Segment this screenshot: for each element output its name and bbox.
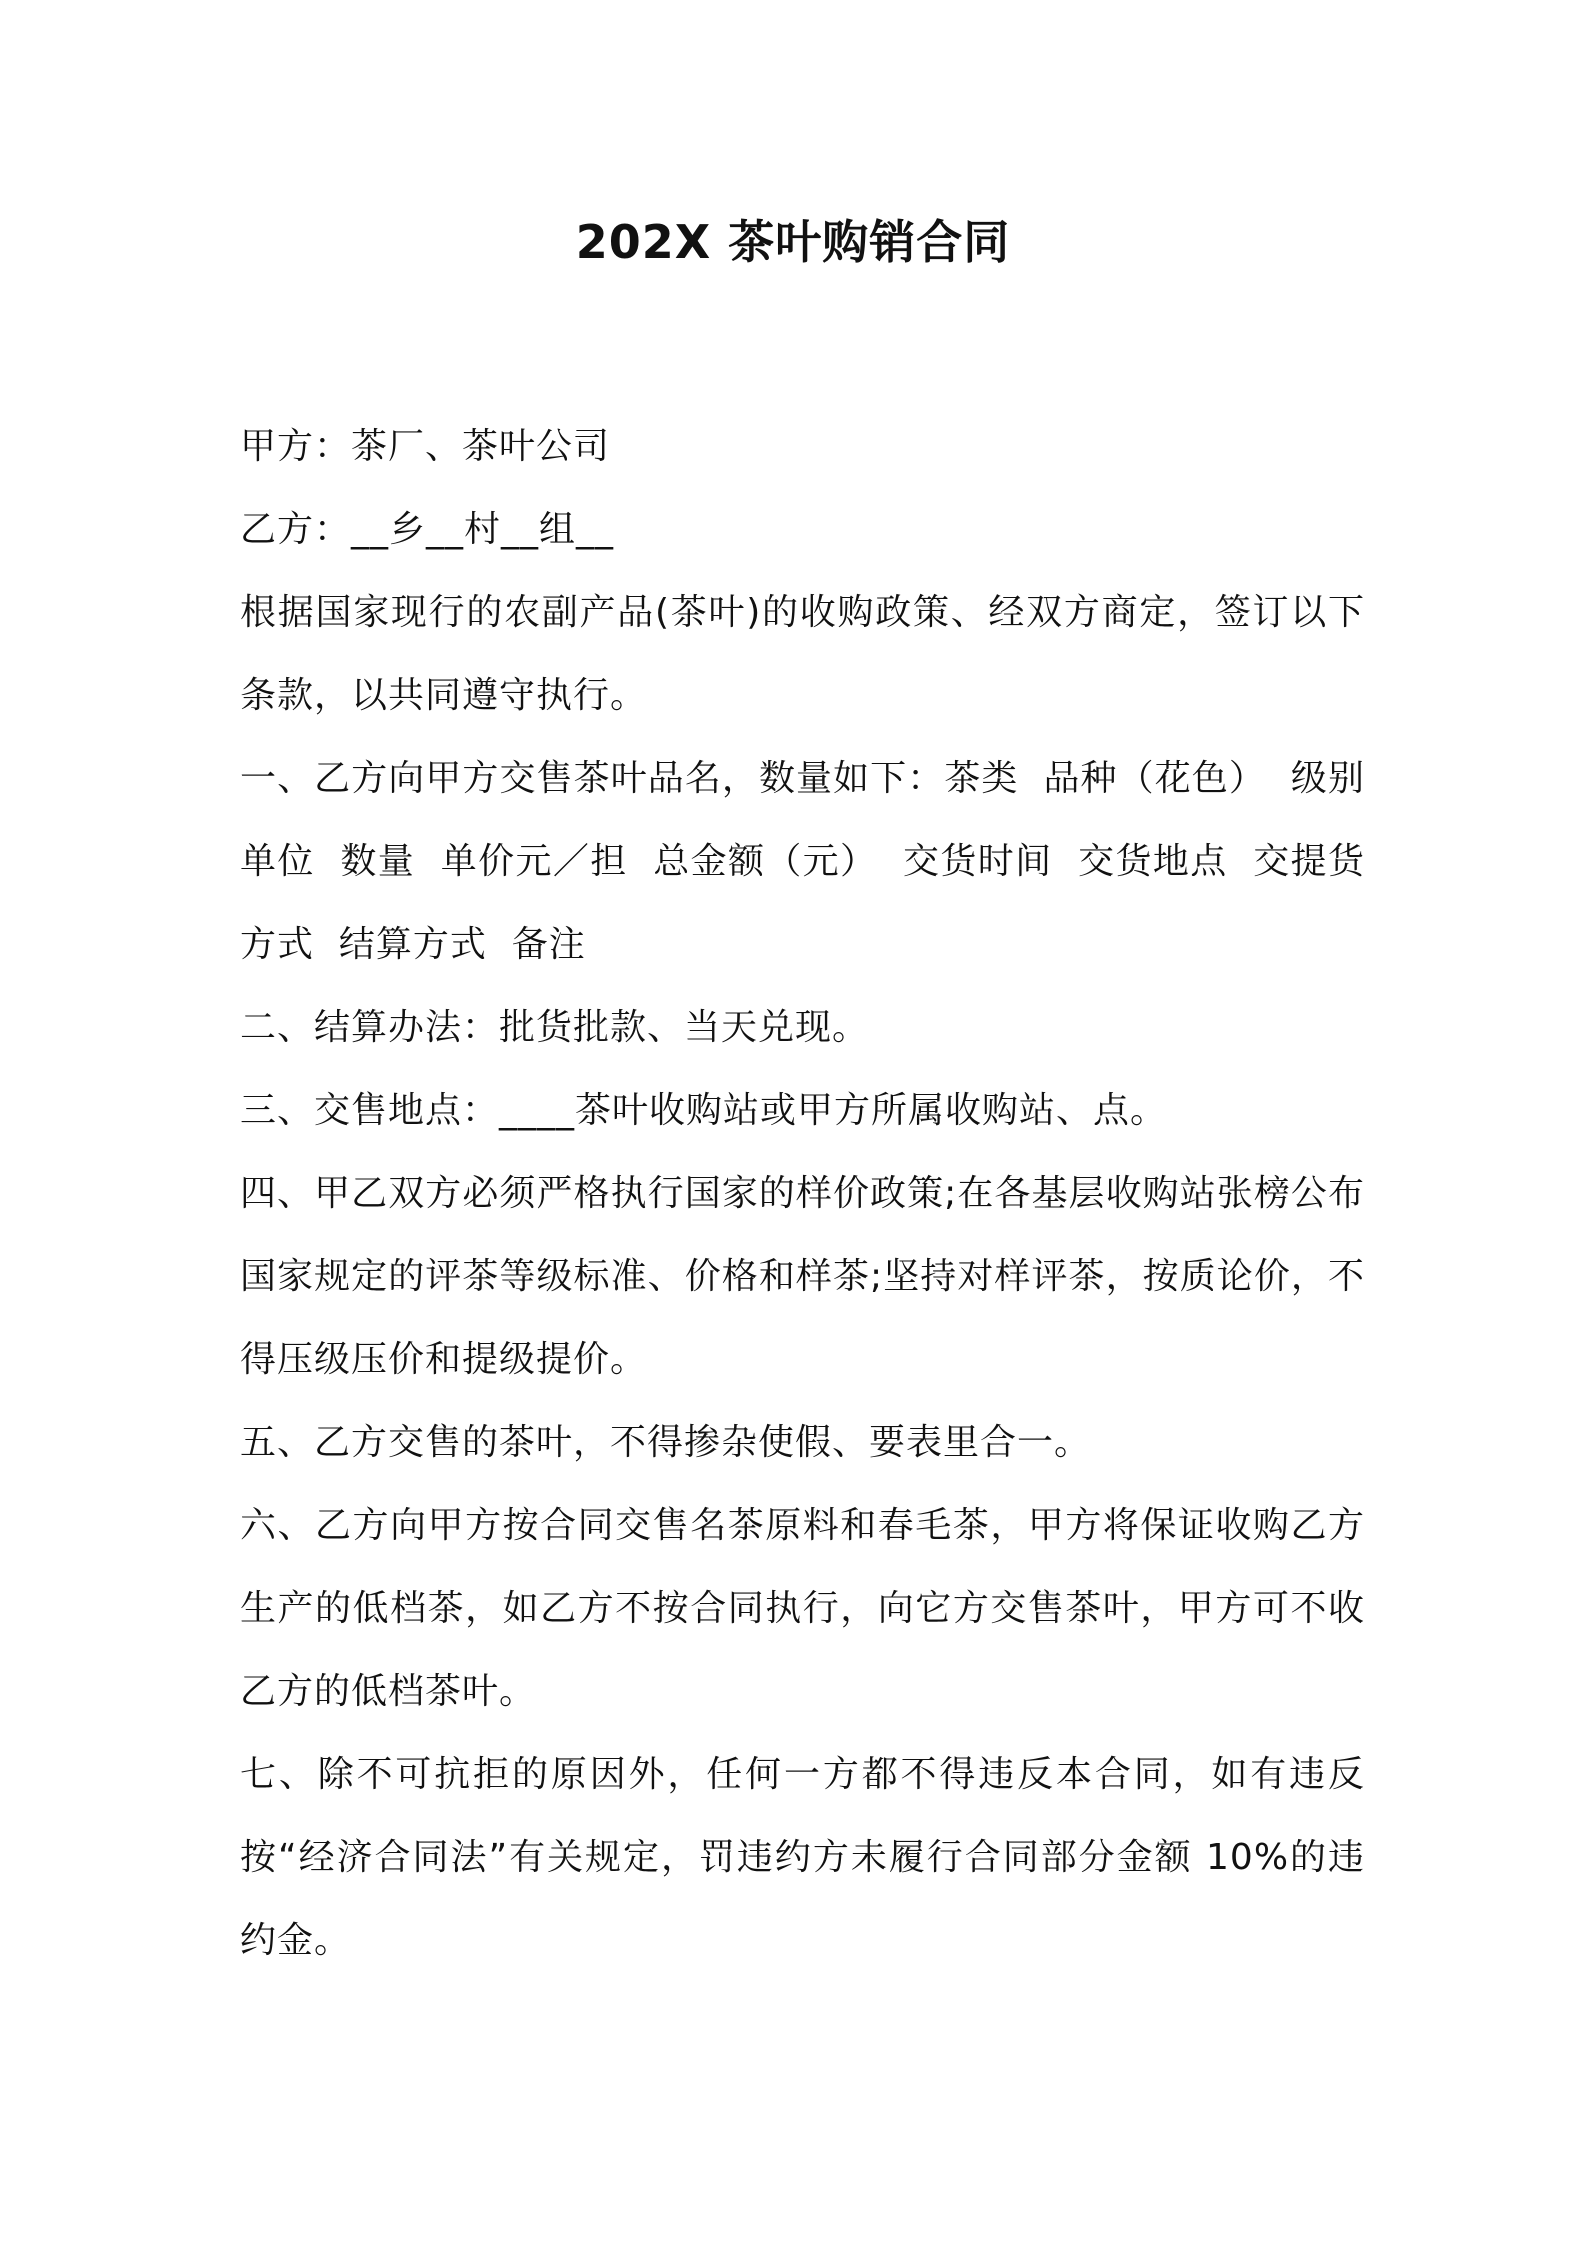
clause-3: 三、交售地点：____茶叶收购站或甲方所属收购站、点。 <box>240 1090 1168 1131</box>
party-b-line: 乙方：__乡__村__组__ <box>240 509 615 550</box>
clause-5: 五、乙方交售的茶叶，不得掺杂使假、要表里合一。 <box>240 1422 1092 1463</box>
clause-4: 四、甲乙双方必须严格执行国家的样价政策;在各基层收购站张榜公布国家规定的评茶等级标准、价格和样茶;坚持对样评茶，按质论价，不得压级压价和提级提价。 <box>240 1173 1365 1380</box>
document-title: 202X 茶叶购销合同 <box>575 215 1011 269</box>
clause-6: 六、乙方向甲方按合同交售名茶原料和春毛茶，甲方将保证收购乙方生产的低档茶，如乙方不按合同执行，向它方交售茶叶，甲方可不收乙方的低档茶叶。 <box>240 1505 1365 1712</box>
party-a-line: 甲方：茶厂、茶叶公司 <box>240 426 611 467</box>
clause-7: 七、除不可抗拒的原因外，任何一方都不得违反本合同，如有违反按“经济合同法”有关规定，罚违约方未履行合同部分金额 10%的违约金。 <box>240 1754 1365 1961</box>
clause-1: 一、乙方向甲方交售茶叶品名，数量如下：茶类 品种（花色） 级别 单位 数量 单价元／担 总金额（元） 交货时间 交货地点 交提货方式 结算方式 备注 <box>240 758 1390 965</box>
document-body <box>240 405 1390 1982</box>
preamble-paragraph: 根据国家现行的农副产品(茶叶)的收购政策、经双方商定，签订以下条款，以共同遵守执行。 <box>240 592 1365 716</box>
clause-2: 二、结算办法：批货批款、当天兑现。 <box>240 1007 870 1048</box>
